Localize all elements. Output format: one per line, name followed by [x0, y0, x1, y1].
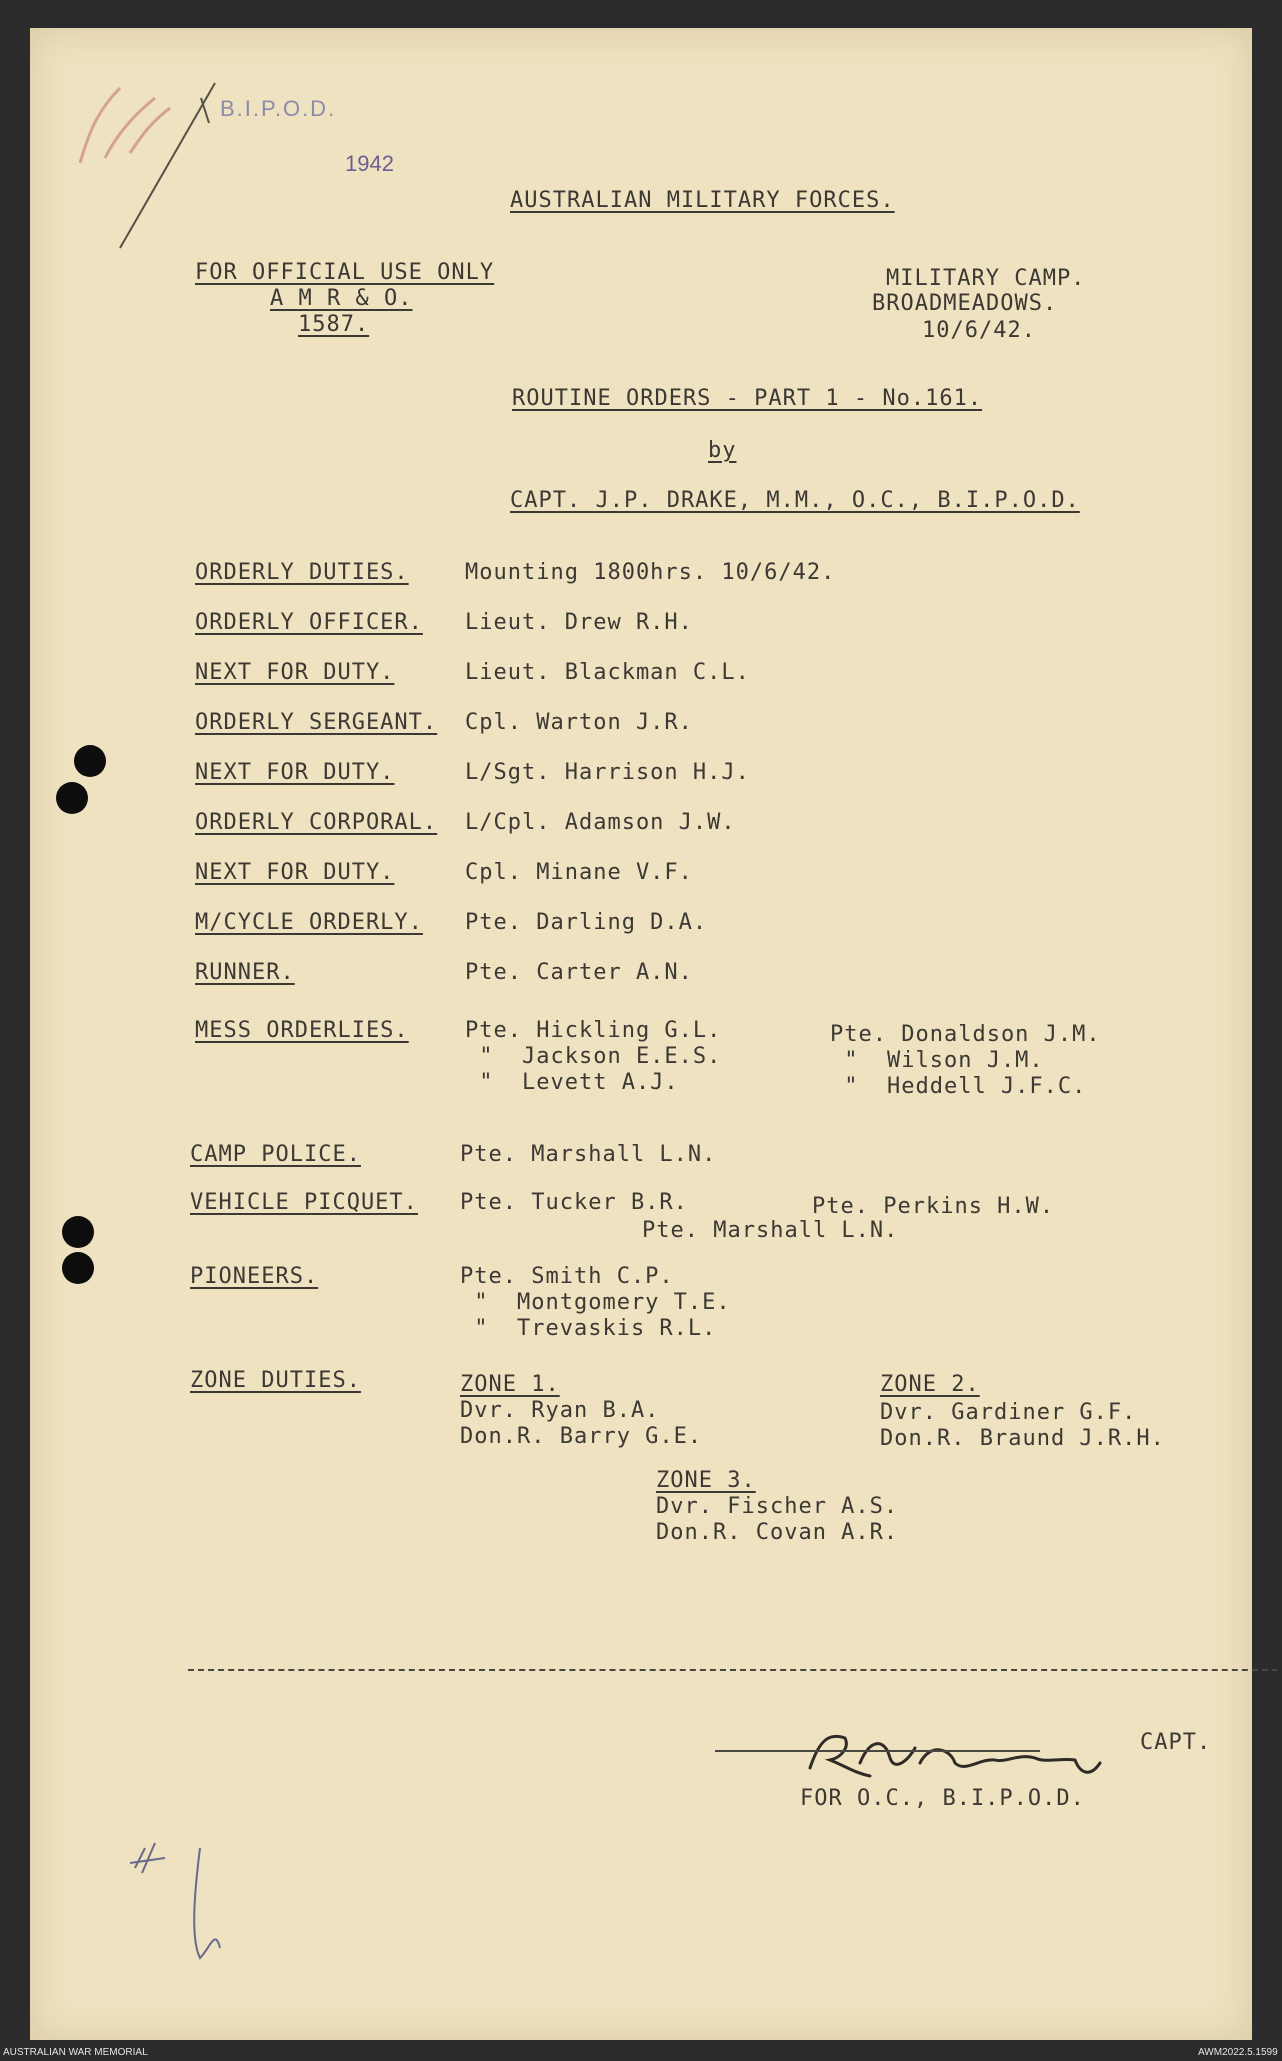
- duty-label: M/CYCLE ORDERLY.: [195, 910, 423, 935]
- pen-stroke-mark: [105, 68, 235, 268]
- punch-hole: [62, 1252, 94, 1284]
- orders-officer: CAPT. J.P. DRAKE, M.M., O.C., B.I.P.O.D.: [510, 488, 1080, 513]
- signature-line: [715, 1750, 1040, 1752]
- duty-value: L/Sgt. Harrison H.J.: [465, 760, 750, 785]
- mess-right-1: Pte. Donaldson J.M.: [830, 1022, 1101, 1047]
- camp-police-value: Pte. Marshall L.N.: [460, 1142, 717, 1167]
- zone-2-line-1: Dvr. Gardiner G.F.: [880, 1400, 1137, 1425]
- signature-rank: CAPT.: [1140, 1730, 1212, 1755]
- camp-police-label: CAMP POLICE.: [190, 1142, 361, 1167]
- duty-label: ORDERLY SERGEANT.: [195, 710, 438, 735]
- duty-label: ORDERLY CORPORAL.: [195, 810, 438, 835]
- orders-by: by: [708, 438, 737, 463]
- office-stamp: B.I.P.O.D.: [220, 96, 337, 121]
- duty-value: Lieut. Drew R.H.: [465, 610, 693, 635]
- duty-label: NEXT FOR DUTY.: [195, 660, 395, 685]
- pencil-marks: [120, 1828, 260, 1988]
- duty-label: ORDERLY OFFICER.: [195, 610, 423, 635]
- duty-value: L/Cpl. Adamson J.W.: [465, 810, 736, 835]
- mess-left-2: " Jackson E.E.S.: [465, 1044, 722, 1069]
- pioneers-line-1: Pte. Smith C.P.: [460, 1264, 674, 1289]
- zone-2-title: ZONE 2.: [880, 1372, 980, 1397]
- pioneers-label: PIONEERS.: [190, 1264, 319, 1289]
- document-date: 10/6/42.: [922, 318, 1036, 343]
- duty-label: RUNNER.: [195, 960, 295, 985]
- duty-value: Pte. Darling D.A.: [465, 910, 708, 935]
- mess-left-3: " Levett A.J.: [465, 1070, 679, 1095]
- location-line-1: MILITARY CAMP.: [886, 266, 1086, 291]
- duty-value: Cpl. Minane V.F.: [465, 860, 693, 885]
- duty-value: Pte. Carter A.N.: [465, 960, 693, 985]
- zone-1-title: ZONE 1.: [460, 1372, 560, 1397]
- duty-label: NEXT FOR DUTY.: [195, 760, 395, 785]
- duty-value: Lieut. Blackman C.L.: [465, 660, 750, 685]
- mess-left-1: Pte. Hickling G.L.: [465, 1018, 722, 1043]
- zone-duties-label: ZONE DUTIES.: [190, 1368, 361, 1393]
- zone-3-title: ZONE 3.: [656, 1468, 756, 1493]
- zone-1-line-2: Don.R. Barry G.E.: [460, 1424, 703, 1449]
- document-title: AUSTRALIAN MILITARY FORCES.: [510, 188, 895, 213]
- duty-label: NEXT FOR DUTY.: [195, 860, 395, 885]
- official-use-label: FOR OFFICIAL USE ONLY: [195, 260, 495, 285]
- vehicle-picquet-label: VEHICLE PICQUET.: [190, 1190, 418, 1215]
- vehicle-picquet-right: Pte. Perkins H.W.: [812, 1194, 1055, 1219]
- location-line-2: BROADMEADOWS.: [872, 291, 1058, 316]
- zone-2-line-2: Don.R. Braund J.R.H.: [880, 1426, 1165, 1451]
- punch-hole: [56, 782, 88, 814]
- ref-code: A M R & O.: [270, 286, 413, 311]
- stamp-date: 1942: [345, 151, 394, 176]
- zone-3-line-2: Don.R. Covan A.R.: [656, 1520, 899, 1545]
- signature-for-line: FOR O.C., B.I.P.O.D.: [800, 1786, 1085, 1811]
- section-divider: [188, 1669, 1282, 1671]
- punch-hole: [62, 1216, 94, 1248]
- pioneers-line-3: " Trevaskis R.L.: [460, 1316, 717, 1341]
- zone-1-line-1: Dvr. Ryan B.A.: [460, 1398, 660, 1423]
- mess-right-2: " Wilson J.M.: [830, 1048, 1044, 1073]
- footer-right: AWM2022.5.1599: [1198, 2047, 1278, 2058]
- vehicle-picquet-left: Pte. Tucker B.R.: [460, 1190, 688, 1215]
- vehicle-picquet-line2: Pte. Marshall L.N.: [642, 1218, 899, 1243]
- mess-label: MESS ORDERLIES.: [195, 1018, 409, 1043]
- footer-left: AUSTRALIAN WAR MEMORIAL: [3, 2047, 148, 2058]
- orders-title: ROUTINE ORDERS - PART 1 - No.161.: [512, 386, 983, 411]
- duty-value: Mounting 1800hrs. 10/6/42.: [465, 560, 836, 585]
- pioneers-line-2: " Montgomery T.E.: [460, 1290, 731, 1315]
- ref-number: 1587.: [298, 312, 370, 337]
- document-page: [30, 28, 1252, 2040]
- punch-hole: [74, 745, 106, 777]
- duty-label: ORDERLY DUTIES.: [195, 560, 409, 585]
- zone-3-line-1: Dvr. Fischer A.S.: [656, 1494, 899, 1519]
- mess-right-3: " Heddell J.F.C.: [830, 1074, 1087, 1099]
- duty-value: Cpl. Warton J.R.: [465, 710, 693, 735]
